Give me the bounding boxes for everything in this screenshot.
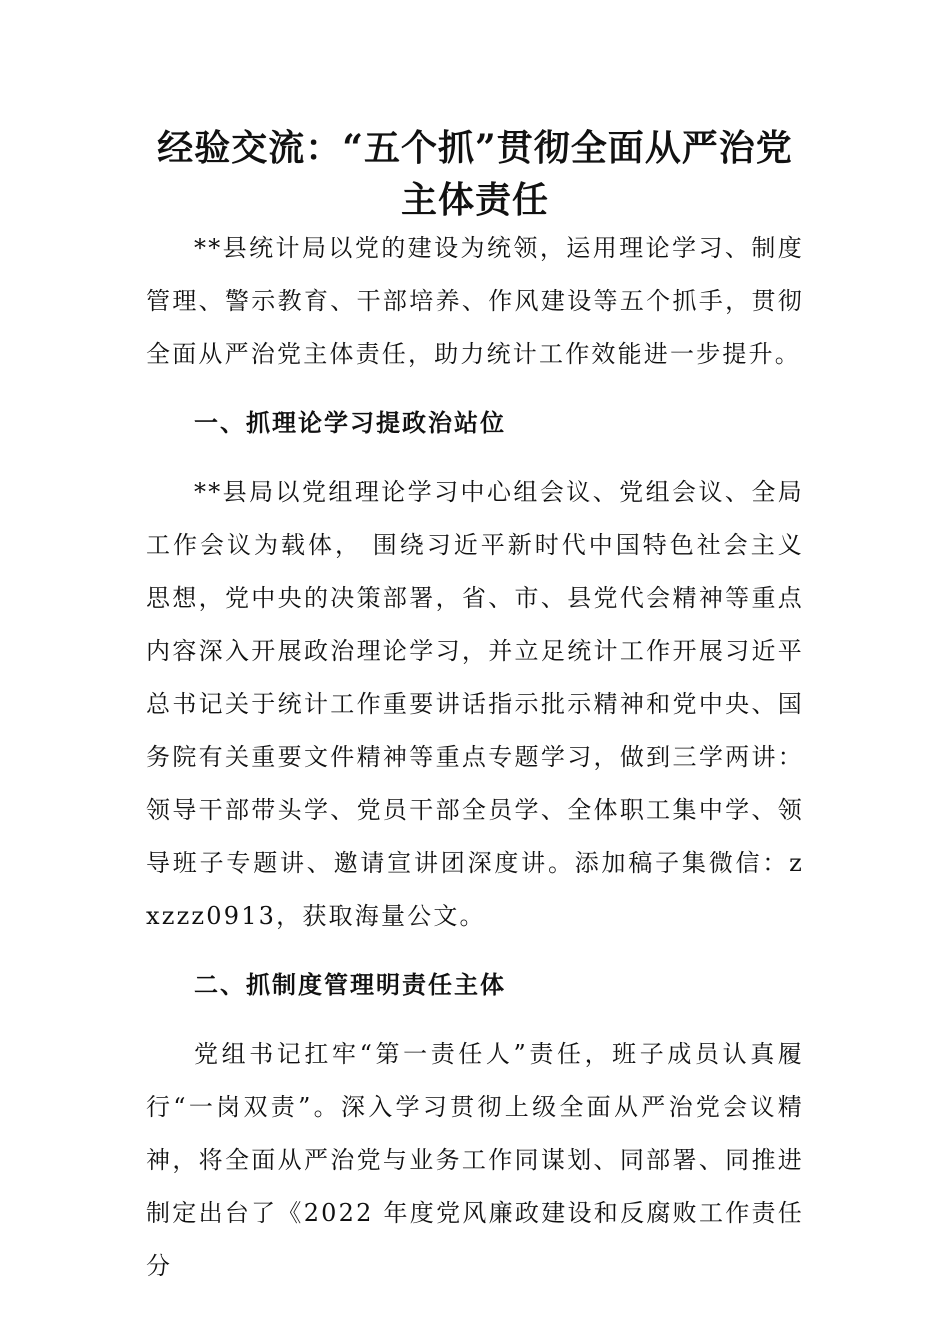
section-2-paragraph: 党组书记扛牢“第一责任人”责任，班子成员认真履行“一岗双责”。深入学习贯彻上级全面从严治党会议精神，将全面从严治党与业务工作同谋划、同部署、同推进制定出台了《2022 年度党风廉政建设和反腐败工作责任分 <box>146 1040 804 1280</box>
spacer <box>146 1012 804 1028</box>
section-1-paragraph: **县局以党组理论学习中心组会议、党组会议、全局工作会议为载体， 围绕习近平新时代中国特色社会主义思想，党中央的决策部署，省、市、县党代会精神等重点内容深入开展政治理论学习，并立足统计工作开展习近平总书记关于统计工作重要讲话指示批示精神和党中央、国务院有关重要文件精神等重点专题学习，做到三学两讲：领导干部带头学、党员干部全员学、全体职工集中学、领导班子专题讲、邀请宣讲团深度讲。添加稿子集微信：zxzzz0913，获取海量公文。 <box>146 478 804 930</box>
spacer <box>146 381 804 397</box>
document-title <box>120 122 830 226</box>
section-1-heading: 一、抓理论学习提政治站位 <box>194 409 506 437</box>
section-2-heading: 二、抓制度管理明责任主体 <box>194 971 506 999</box>
title-line-2: 主体责任 <box>400 179 549 221</box>
document-body <box>146 222 804 1293</box>
title-line-1: 经验交流：“五个抓”贯彻全面从严治党 <box>157 127 793 169</box>
intro-paragraph: **县统计局以党的建设为统领，运用理论学习、制度管理、警示教育、干部培养、作风建设等五个抓手，贯彻全面从严治党主体责任，助力统计工作效能进一步提升。 <box>146 234 804 368</box>
spacer <box>146 450 804 466</box>
spacer <box>146 943 804 959</box>
